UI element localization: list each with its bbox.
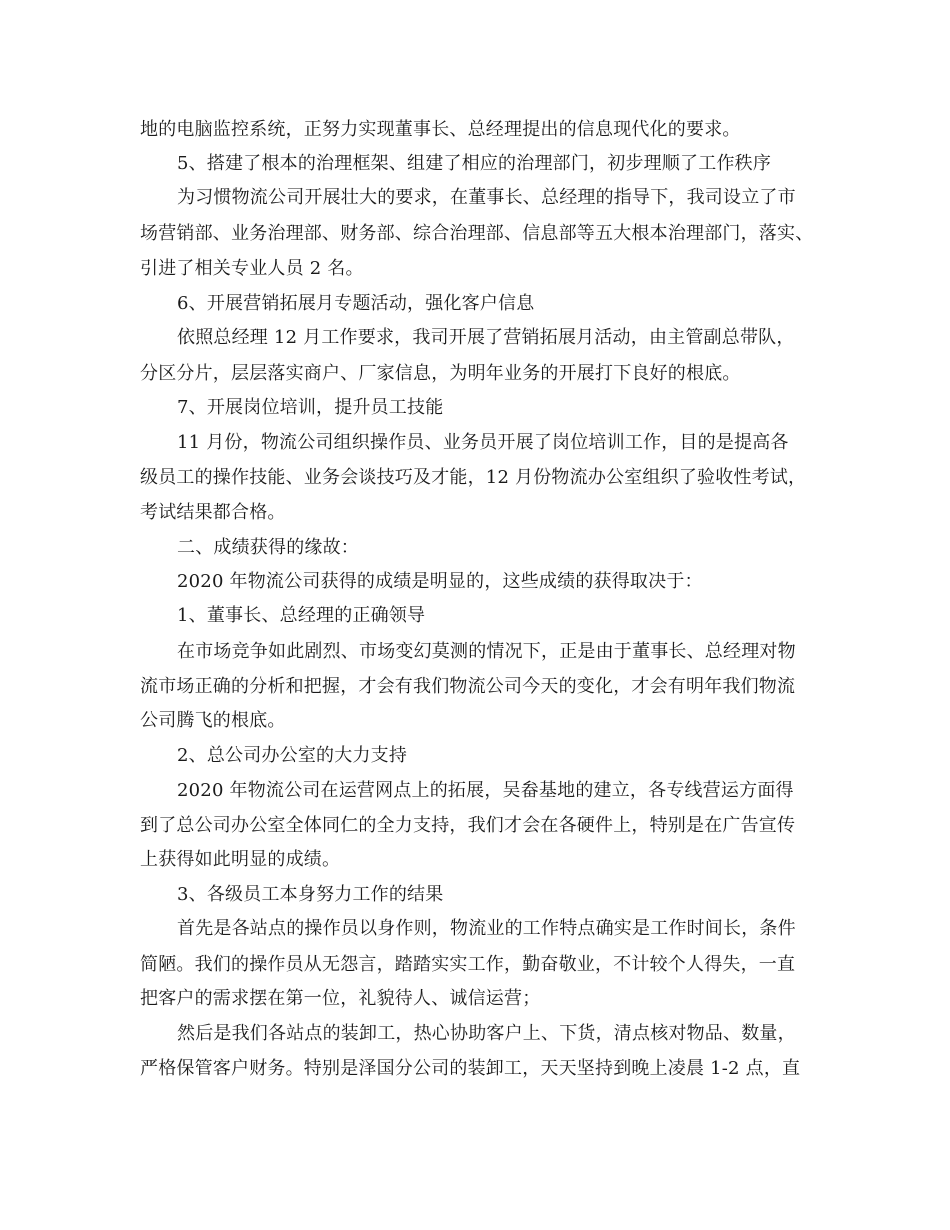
text-line-5: 引进了相关专业人员 2 名。 (140, 258, 364, 279)
section-heading-7: 7、开展岗位培训，提升员工技能 (177, 397, 444, 418)
section-heading-6: 6、开展营销拓展月专题活动，强化客户信息 (177, 293, 535, 314)
section-heading-5: 5、搭建了根本的治理框架、组建了相应的治理部门，初步理顺了工作秩序 (177, 153, 772, 174)
text-line-7: 依照总经理 12 月工作要求，我司开展了营销拓展月活动，由主管副总带队， (177, 327, 795, 348)
text-line-21: 到了总公司办公室全体同仁的全力支持，我们才会在各硬件上，特别是在广告宣传 (140, 815, 796, 836)
text-line-8: 分区分片，层层落实商户、厂家信息，为明年业务的开展打下良好的根底。 (140, 363, 741, 384)
text-line-25: 简陋。我们的操作员从无怨言，踏踏实实工作，勤奋敬业，不计较个人得失，一直 (140, 954, 796, 975)
text-line-14: 2020 年物流公司获得的成绩是明显的，这些成绩的获得取决于： (177, 571, 703, 592)
text-line-20: 2020 年物流公司在运营网点上的拓展，吴畚基地的建立，各专线营运方面得 (177, 780, 794, 801)
text-line-28: 严格保管客户财务。特别是泽国分公司的装卸工，天天坚持到晚上凌晨 1-2 点，直 (140, 1058, 801, 1079)
subsection-heading-1: 1、董事长、总经理的正确领导 (177, 605, 426, 626)
text-line-16: 在市场竞争如此剧烈、市场变幻莫测的情况下，正是由于董事长、总经理对物 (177, 641, 796, 662)
text-line-18: 公司腾飞的根底。 (140, 710, 286, 731)
text-line-11: 级员工的操作技能、业务会谈技巧及才能，12 月份物流办公室组织了验收性考试， (140, 467, 807, 488)
text-line-12: 考试结果都合格。 (140, 502, 286, 523)
text-line-4: 场营销部、业务治理部、财务部、综合治理部、信息部等五大根本治理部门，落实、 (140, 223, 814, 244)
text-line-17: 流市场正确的分析和把握，才会有我们物流公司今天的变化，才会有明年我们物流 (140, 676, 796, 697)
text-line-27: 然后是我们各站点的装卸工，热心协助客户上、下货，清点核对物品、数量， (177, 1023, 796, 1044)
text-line-24: 首先是各站点的操作员以身作则，物流业的工作特点确实是工作时间长，条件 (177, 918, 796, 939)
text-line-10: 11 月份，物流公司组织操作员、业务员开展了岗位培训工作，目的是提高各 (177, 432, 789, 453)
text-line-26: 把客户的需求摆在第一位，礼貌待人、诚信运营； (140, 988, 541, 1009)
section-heading-reasons: 二、成绩获得的缘故： (177, 537, 359, 558)
text-line-1: 地的电脑监控系统，正努力实现董事长、总经理提出的信息现代化的要求。 (140, 119, 741, 140)
subsection-heading-2: 2、总公司办公室的大力支持 (177, 745, 408, 766)
subsection-heading-3: 3、各级员工本身努力工作的结果 (177, 884, 444, 905)
text-line-22: 上获得如此明显的成绩。 (140, 849, 341, 870)
text-line-3: 为习惯物流公司开展壮大的要求，在董事长、总经理的指导下，我司设立了市 (177, 187, 796, 208)
